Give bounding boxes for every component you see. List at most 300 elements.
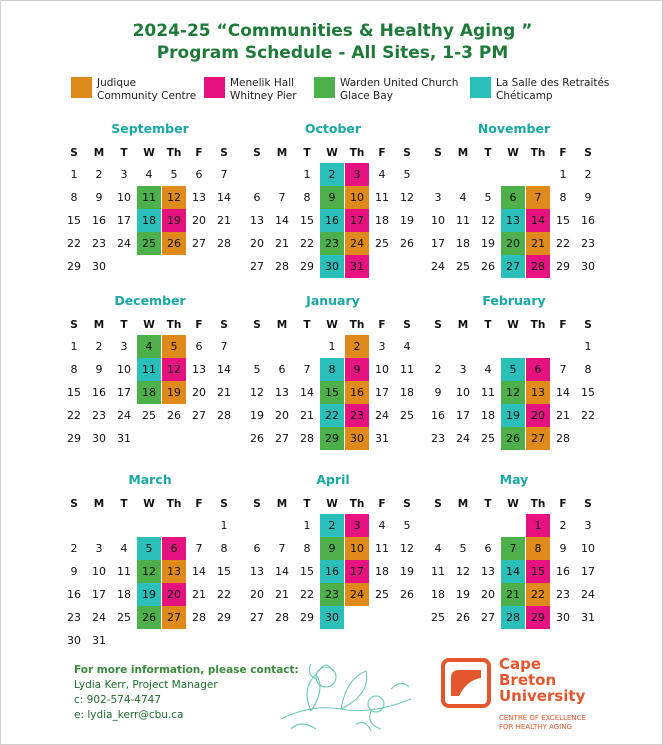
day: 18 xyxy=(375,565,389,578)
program-day: 29 xyxy=(526,606,550,629)
day: 14 xyxy=(556,386,570,399)
program-day: 15 xyxy=(526,560,550,583)
program-day: 27 xyxy=(162,606,186,629)
day: 31 xyxy=(375,432,389,445)
weekday-header: S xyxy=(434,498,442,510)
weekday-header: M xyxy=(457,147,469,159)
day: 18 xyxy=(117,588,131,601)
day: 25 xyxy=(431,611,445,624)
month-days-grid xyxy=(62,494,238,652)
weekday-header: T xyxy=(120,498,128,510)
day: 11 xyxy=(375,542,389,555)
program-day: 17 xyxy=(345,209,369,232)
program-day: 5 xyxy=(162,335,186,358)
day: 8 xyxy=(559,191,567,204)
day: 3 xyxy=(120,340,128,353)
day: 29 xyxy=(300,260,314,273)
weekday-header: T xyxy=(484,498,492,510)
day: 5 xyxy=(403,519,411,532)
program-day: 2 xyxy=(345,335,369,358)
day: 16 xyxy=(431,409,445,422)
weekday-header: M xyxy=(457,498,469,510)
day: 1 xyxy=(328,340,336,353)
day: 8 xyxy=(303,191,311,204)
page-subtitle: Program Schedule - All Sites, 1-3 PM xyxy=(156,43,509,63)
day: 1 xyxy=(303,519,311,532)
day: 11 xyxy=(481,386,495,399)
program-day: 21 xyxy=(501,583,525,606)
month-name: April xyxy=(316,472,350,487)
cbu-logo xyxy=(441,656,641,741)
day: 28 xyxy=(192,611,206,624)
day: 23 xyxy=(581,237,595,250)
day: 3 xyxy=(120,168,128,181)
day: 2 xyxy=(584,168,592,181)
empty-day xyxy=(526,335,550,358)
day: 29 xyxy=(556,260,570,273)
day: 25 xyxy=(142,409,156,422)
program-day: 13 xyxy=(526,381,550,404)
day: 5 xyxy=(170,168,178,181)
day: 18 xyxy=(375,214,389,227)
day: 11 xyxy=(456,214,470,227)
program-day: 6 xyxy=(501,186,525,209)
cbu-wordmark-line: University xyxy=(499,687,586,705)
day: 22 xyxy=(581,409,595,422)
day: 3 xyxy=(378,340,386,353)
day: 30 xyxy=(92,432,106,445)
program-day: 28 xyxy=(526,255,550,278)
weekday-header: F xyxy=(378,147,386,159)
month-name: January xyxy=(306,293,360,308)
program-day: 12 xyxy=(162,186,186,209)
weekday-header: T xyxy=(303,498,311,510)
day: 7 xyxy=(278,542,286,555)
day: 16 xyxy=(92,214,106,227)
day: 4 xyxy=(403,340,411,353)
program-day: 10 xyxy=(345,537,369,560)
empty-day xyxy=(551,335,575,358)
weekday-header: S xyxy=(403,319,411,331)
day: 10 xyxy=(431,214,445,227)
legend-item-menelik xyxy=(204,77,297,103)
day: 10 xyxy=(117,191,131,204)
day: 19 xyxy=(400,214,414,227)
day: 12 xyxy=(456,565,470,578)
program-day: 7 xyxy=(526,186,550,209)
month-name: December xyxy=(114,293,186,308)
contact-heading: For more information, please contact: xyxy=(74,664,299,676)
weekday-header: W xyxy=(507,319,519,331)
program-day: 4 xyxy=(137,335,161,358)
program-day: 26 xyxy=(501,427,525,450)
empty-day xyxy=(270,514,294,537)
day: 21 xyxy=(275,237,289,250)
empty-day xyxy=(270,335,294,358)
weekday-header: S xyxy=(434,319,442,331)
contact-email[interactable]: e: lydia_kerr@cbu.ca xyxy=(74,709,184,721)
day: 28 xyxy=(556,432,570,445)
day: 3 xyxy=(434,191,442,204)
weekday-header: F xyxy=(195,147,203,159)
day: 8 xyxy=(220,542,228,555)
day: 10 xyxy=(375,363,389,376)
day: 8 xyxy=(584,363,592,376)
program-day: 22 xyxy=(526,583,550,606)
weekday-header: M xyxy=(276,147,288,159)
day: 5 xyxy=(484,191,492,204)
weekday-header: F xyxy=(559,319,567,331)
weekday-header: S xyxy=(403,147,411,159)
day: 20 xyxy=(275,409,289,422)
day: 28 xyxy=(217,237,231,250)
program-day: 19 xyxy=(501,404,525,427)
legend-swatch xyxy=(204,77,225,98)
weekday-header: T xyxy=(303,147,311,159)
day: 20 xyxy=(192,386,206,399)
program-day: 26 xyxy=(162,232,186,255)
month-name: May xyxy=(499,472,529,487)
program-day: 19 xyxy=(137,583,161,606)
weekday-header: T xyxy=(120,147,128,159)
weekday-header: S xyxy=(220,498,228,510)
program-day: 11 xyxy=(137,186,161,209)
day: 6 xyxy=(253,191,261,204)
day: 23 xyxy=(92,409,106,422)
empty-day xyxy=(187,514,211,537)
day: 3 xyxy=(459,363,467,376)
day: 21 xyxy=(217,214,231,227)
day: 2 xyxy=(559,519,567,532)
day: 14 xyxy=(217,363,231,376)
day: 14 xyxy=(192,565,206,578)
day: 17 xyxy=(117,214,131,227)
weekday-header: S xyxy=(434,147,442,159)
program-day: 29 xyxy=(320,427,344,450)
weekday-header: Th xyxy=(166,147,182,159)
day: 31 xyxy=(92,634,106,647)
day: 13 xyxy=(192,363,206,376)
day: 13 xyxy=(250,214,264,227)
day: 17 xyxy=(456,409,470,422)
weekday-header: S xyxy=(253,319,261,331)
day: 2 xyxy=(95,168,103,181)
day: 24 xyxy=(581,588,595,601)
program-day: 30 xyxy=(345,427,369,450)
weekday-header: T xyxy=(484,147,492,159)
month-name: November xyxy=(477,121,551,136)
legend xyxy=(71,77,631,109)
weekday-header: F xyxy=(378,319,386,331)
weekday-header: S xyxy=(584,498,592,510)
day: 7 xyxy=(303,363,311,376)
day: 23 xyxy=(431,432,445,445)
day: 19 xyxy=(481,237,495,250)
program-day: 19 xyxy=(162,209,186,232)
day: 29 xyxy=(67,432,81,445)
program-day: 18 xyxy=(137,209,161,232)
program-day: 9 xyxy=(320,537,344,560)
day: 28 xyxy=(300,432,314,445)
empty-day xyxy=(451,163,475,186)
day: 17 xyxy=(92,588,106,601)
program-day: 8 xyxy=(526,537,550,560)
day: 1 xyxy=(220,519,228,532)
weekday-header: S xyxy=(253,498,261,510)
weekday-header: W xyxy=(507,498,519,510)
legend-swatch xyxy=(470,77,491,98)
weekday-header: S xyxy=(70,319,78,331)
weekday-header: S xyxy=(220,319,228,331)
weekday-header: W xyxy=(326,147,338,159)
day: 9 xyxy=(434,386,442,399)
weekday-header: M xyxy=(276,498,288,510)
day: 4 xyxy=(378,519,386,532)
day: 13 xyxy=(275,386,289,399)
weekday-header: M xyxy=(276,319,288,331)
legend-swatch xyxy=(314,77,335,98)
legend-label: La Salle des Retraités xyxy=(496,77,610,89)
program-day: 24 xyxy=(345,232,369,255)
day: 8 xyxy=(70,191,78,204)
day: 29 xyxy=(300,611,314,624)
program-day: 6 xyxy=(162,537,186,560)
program-day: 14 xyxy=(526,209,550,232)
day: 15 xyxy=(217,565,231,578)
program-day: 12 xyxy=(162,358,186,381)
day: 12 xyxy=(481,214,495,227)
day: 23 xyxy=(92,237,106,250)
day: 28 xyxy=(275,611,289,624)
day: 25 xyxy=(117,611,131,624)
day: 22 xyxy=(67,237,81,250)
day: 25 xyxy=(375,237,389,250)
legend-label: Glace Bay xyxy=(340,90,393,102)
legend-label: Whitney Pier xyxy=(230,90,297,102)
weekday-header: S xyxy=(70,498,78,510)
day: 18 xyxy=(456,237,470,250)
program-day: 16 xyxy=(320,209,344,232)
legend-item-judique xyxy=(71,77,196,103)
program-day: 13 xyxy=(501,209,525,232)
day: 4 xyxy=(145,168,153,181)
weekday-header: S xyxy=(70,147,78,159)
day: 17 xyxy=(431,237,445,250)
day: 20 xyxy=(192,214,206,227)
page-title: 2024-25 “Communities & Healthy Aging ” xyxy=(132,21,533,41)
empty-day xyxy=(426,514,450,537)
day: 6 xyxy=(195,168,203,181)
weekday-header: S xyxy=(253,147,261,159)
weekday-header: W xyxy=(326,319,338,331)
weekday-header: Th xyxy=(166,319,182,331)
day: 17 xyxy=(581,565,595,578)
program-day: 11 xyxy=(137,358,161,381)
day: 6 xyxy=(484,542,492,555)
day: 4 xyxy=(459,191,467,204)
day: 1 xyxy=(303,168,311,181)
contact-block xyxy=(74,663,299,723)
program-day: 14 xyxy=(501,560,525,583)
program-day: 27 xyxy=(526,427,550,450)
day: 14 xyxy=(275,214,289,227)
empty-day xyxy=(245,514,269,537)
weekday-header: S xyxy=(584,319,592,331)
day: 14 xyxy=(300,386,314,399)
month-days-grid xyxy=(62,315,238,450)
day: 22 xyxy=(300,237,314,250)
month-days-grid xyxy=(426,143,602,278)
program-day: 26 xyxy=(137,606,161,629)
day: 6 xyxy=(195,340,203,353)
weekday-header: Th xyxy=(349,147,365,159)
day: 15 xyxy=(581,386,595,399)
program-day: 23 xyxy=(320,232,344,255)
month-name: September xyxy=(111,121,189,136)
program-day: 2 xyxy=(320,163,344,186)
legend-label: Warden United Church xyxy=(340,77,459,89)
program-day: 9 xyxy=(320,186,344,209)
day: 16 xyxy=(67,588,81,601)
day: 27 xyxy=(192,237,206,250)
weekday-header: W xyxy=(143,319,155,331)
day: 3 xyxy=(584,519,592,532)
day: 11 xyxy=(431,565,445,578)
empty-day xyxy=(501,163,525,186)
empty-day xyxy=(295,335,319,358)
empty-day xyxy=(270,163,294,186)
weekday-header: M xyxy=(93,147,105,159)
day: 24 xyxy=(117,409,131,422)
weekday-header: Th xyxy=(166,498,182,510)
empty-day xyxy=(451,335,475,358)
program-day: 28 xyxy=(501,606,525,629)
day: 10 xyxy=(117,363,131,376)
day: 10 xyxy=(581,542,595,555)
day: 1 xyxy=(584,340,592,353)
program-day: 16 xyxy=(345,381,369,404)
legend-item-lasalle xyxy=(470,77,609,103)
empty-day xyxy=(526,163,550,186)
day: 31 xyxy=(581,611,595,624)
weekday-header: F xyxy=(378,498,386,510)
day: 30 xyxy=(581,260,595,273)
day: 9 xyxy=(559,542,567,555)
day: 26 xyxy=(400,588,414,601)
month-name: October xyxy=(304,121,362,136)
day: 26 xyxy=(167,409,181,422)
day: 22 xyxy=(217,588,231,601)
day: 26 xyxy=(400,237,414,250)
day: 30 xyxy=(92,260,106,273)
day: 13 xyxy=(192,191,206,204)
day: 22 xyxy=(300,588,314,601)
weekday-header: W xyxy=(507,147,519,159)
cbu-subtitle-line: FOR HEALTHY AGING xyxy=(499,723,572,731)
legend-label: Chéticamp xyxy=(496,90,553,102)
program-day: 2 xyxy=(320,514,344,537)
day: 21 xyxy=(192,588,206,601)
month-days-grid xyxy=(426,494,602,629)
day: 25 xyxy=(456,260,470,273)
day: 29 xyxy=(67,260,81,273)
day: 27 xyxy=(192,409,206,422)
empty-day xyxy=(137,514,161,537)
day: 18 xyxy=(481,409,495,422)
day: 26 xyxy=(481,260,495,273)
cbu-shield-icon xyxy=(441,658,491,708)
day: 7 xyxy=(220,340,228,353)
day: 7 xyxy=(559,363,567,376)
weekday-header: T xyxy=(484,319,492,331)
month-days-grid xyxy=(426,315,602,450)
weekday-header: F xyxy=(559,147,567,159)
day: 3 xyxy=(95,542,103,555)
program-day: 17 xyxy=(345,560,369,583)
month-name: February xyxy=(482,293,546,308)
day: 18 xyxy=(400,386,414,399)
day: 26 xyxy=(250,432,264,445)
day: 21 xyxy=(300,409,314,422)
weekday-header: M xyxy=(93,319,105,331)
program-day: 10 xyxy=(345,186,369,209)
day: 24 xyxy=(431,260,445,273)
weekday-header: M xyxy=(93,498,105,510)
day: 28 xyxy=(275,260,289,273)
day: 25 xyxy=(481,432,495,445)
weekday-header: F xyxy=(195,319,203,331)
day: 6 xyxy=(253,542,261,555)
day: 23 xyxy=(67,611,81,624)
weekday-header: W xyxy=(326,498,338,510)
day: 23 xyxy=(556,588,570,601)
empty-day xyxy=(62,514,86,537)
cbu-subtitle xyxy=(499,714,586,732)
flower-illustration xyxy=(271,649,421,739)
program-day: 9 xyxy=(345,358,369,381)
day: 12 xyxy=(400,542,414,555)
program-day: 19 xyxy=(162,381,186,404)
day: 21 xyxy=(556,409,570,422)
day: 29 xyxy=(217,611,231,624)
day: 10 xyxy=(92,565,106,578)
program-day: 23 xyxy=(320,583,344,606)
weekday-header: F xyxy=(195,498,203,510)
day: 20 xyxy=(250,237,264,250)
day: 15 xyxy=(67,214,81,227)
day: 15 xyxy=(67,386,81,399)
day: 2 xyxy=(95,340,103,353)
program-day: 3 xyxy=(345,514,369,537)
program-day: 5 xyxy=(501,358,525,381)
empty-day xyxy=(245,163,269,186)
day: 21 xyxy=(217,386,231,399)
weekday-header: S xyxy=(220,147,228,159)
day: 4 xyxy=(484,363,492,376)
day: 16 xyxy=(556,565,570,578)
day: 15 xyxy=(556,214,570,227)
month-days-grid xyxy=(245,143,421,278)
program-day: 30 xyxy=(320,606,344,629)
month-name: March xyxy=(128,472,172,487)
day: 14 xyxy=(217,191,231,204)
day: 16 xyxy=(92,386,106,399)
day: 24 xyxy=(92,611,106,624)
day: 2 xyxy=(70,542,78,555)
day: 4 xyxy=(378,168,386,181)
day: 2 xyxy=(434,363,442,376)
day: 13 xyxy=(250,565,264,578)
